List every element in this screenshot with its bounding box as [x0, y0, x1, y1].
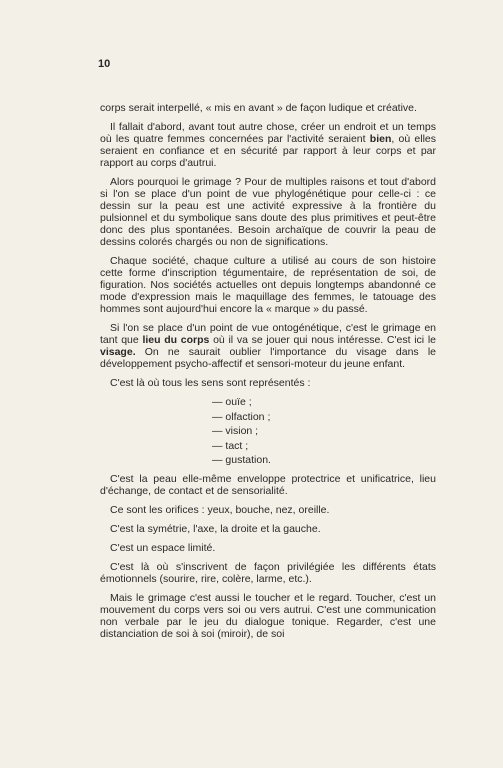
text-run: On ne saurait oublier l'importance du visage dans le développement psycho-affectif et sensori-moteur du jeune enfant. — [100, 346, 436, 370]
paragraph — [100, 255, 436, 315]
text-run: C'est là où s'inscrivent de façon privilégiée les différents états émotionnels (sourire, rire, colère, larme, etc.). — [100, 561, 436, 586]
paragraphs-after-list — [100, 473, 436, 640]
text-run: Chaque société, chaque culture a utilisé au cours de son histoire cette forme d'inscription tégumentaire, de représentation de soi, de figuration. Nos sociétés actuelles ont depuis longtemps abandonné ce mode d'expression mais le maquillage des femmes, le tatouage des hommes sont aujourd'hui encore la « marque » du passé. — [100, 255, 436, 315]
paragraphs-before-list — [100, 102, 436, 389]
text-run: C'est la peau elle-même enveloppe protectrice et unificatrice, lieu d'échange, de contact et de sensorialité. — [100, 473, 436, 498]
list-item: — gustation. — [212, 454, 271, 467]
list-item: — olfaction ; — [212, 410, 271, 423]
senses-list — [100, 396, 436, 466]
text-run: où il va se jouer qui nous intéresse. C'est ici le — [209, 334, 436, 346]
body-text — [100, 102, 436, 647]
text-run: Ce sont les orifices : yeux, bouche, nez, oreille. — [110, 504, 330, 517]
text-run: C'est là où tous les sens sont représentés : — [110, 377, 311, 389]
paragraph — [100, 523, 436, 535]
paragraph — [100, 176, 436, 248]
page-number: 10 — [98, 58, 111, 70]
text-run: C'est un espace limité. — [110, 542, 216, 555]
paragraph — [100, 322, 436, 370]
text-run: corps serait interpellé, « mis en avant » de façon ludique et créative. — [100, 102, 417, 114]
paragraph — [100, 504, 436, 516]
paragraph — [100, 592, 436, 640]
bold-text: lieu du corps — [142, 334, 210, 346]
paragraph — [100, 102, 436, 114]
text-run: Si l'on se place d'un point de vue ontogénétique, c'est le grimage en tant que — [100, 322, 436, 346]
text-run: C'est la symétrie, l'axe, la droite et la gauche. — [110, 523, 321, 536]
list-item: — vision ; — [212, 425, 259, 438]
text-run: Alors pourquoi le grimage ? Pour de multiples raisons et tout d'abord si l'on se place d'un point de vue phylogénétique pour celle-ci : ce dessin sur la peau est une activité expressive à la frontière du pulsionnel et du symbolique sans doute des plus primitives et peut-être donc des plus spontanées. Besoin archaïque de couvrir la peau de dessins colorés chargés ou non de significations. — [100, 176, 436, 248]
paragraph — [100, 377, 436, 389]
text-run: Mais le grimage c'est aussi le toucher et le regard. Toucher, c'est un mouvement du corps vers soi ou vers autrui. C'est une communication non verbale par le jeu du dialogue tonique. Regarder, c'est une distanciation de soi à soi (miroir), de soi — [100, 592, 436, 641]
text-run: , où elles seraient en confiance et en sécurité par rapport à leur corps et par rapport au corps d'autrui. — [100, 133, 436, 169]
paragraph — [100, 542, 436, 554]
list-item: — ouïe ; — [212, 396, 252, 408]
bold-text: visage. — [100, 346, 136, 358]
list-item: — tact ; — [212, 439, 249, 452]
text-run: Il fallait d'abord, avant tout autre chose, créer un endroit et un temps où les quatre femmes concernées par l'activité seraient — [100, 121, 436, 145]
paragraph — [100, 473, 436, 497]
paragraph — [100, 121, 436, 169]
bold-text: bien — [369, 133, 392, 145]
paragraph — [100, 561, 436, 585]
